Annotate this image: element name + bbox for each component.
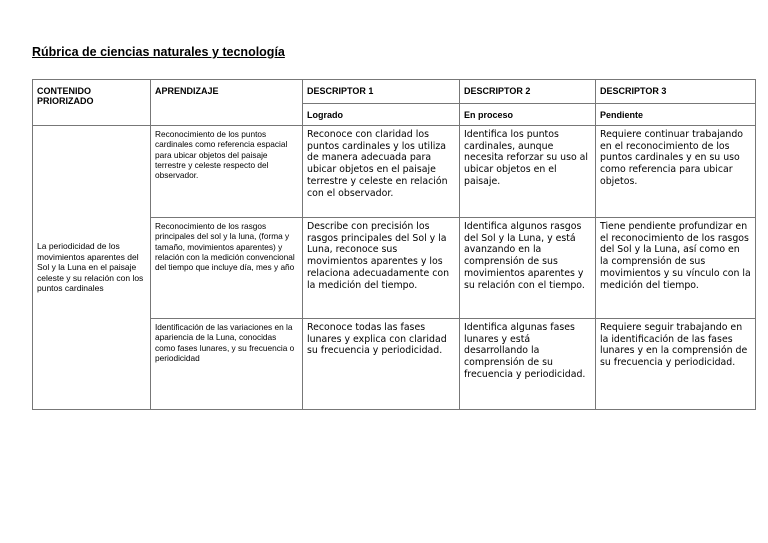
header-aprendizaje: APRENDIZAJE — [151, 80, 303, 126]
header-descriptor-3: DESCRIPTOR 3 — [596, 80, 756, 104]
descriptor-pendiente-cell: Requiere continuar trabajando en el reconocimiento de los puntos cardinales y en su uso como referencia para ubicar objetos. — [596, 126, 756, 218]
aprendizaje-cell: Identificación de las variaciones en la apariencia de la Luna, conocidas como fases lunares, y su frecuencia o periodicidad — [151, 319, 303, 410]
descriptor-en-proceso-cell: Identifica algunos rasgos del Sol y la Luna, y está avanzando en la comprensión de sus movimientos aparentes y su relación con el tiempo. — [460, 218, 596, 319]
level-en-proceso: En proceso — [460, 104, 596, 126]
descriptor-en-proceso-cell: Identifica los puntos cardinales, aunque necesita reforzar su uso al ubicar objetos en el paisaje. — [460, 126, 596, 218]
descriptor-logrado-cell: Reconoce todas las fases lunares y explica con claridad su frecuencia y periodicidad. — [303, 319, 460, 410]
rubric-table — [32, 79, 756, 410]
header-row — [33, 80, 756, 104]
descriptor-logrado-cell: Describe con precisión los rasgos principales del Sol y la Luna, reconoce sus movimientos aparentes y los relaciona adecuadamente con la medición del tiempo. — [303, 218, 460, 319]
descriptor-logrado-cell: Reconoce con claridad los puntos cardinales y los utiliza de manera adecuada para ubicar objetos en el paisaje terrestre y celeste en relación con el observador. — [303, 126, 460, 218]
header-descriptor-2: DESCRIPTOR 2 — [460, 80, 596, 104]
descriptor-pendiente-cell: Tiene pendiente profundizar en el reconocimiento de los rasgos del Sol y la Luna, así como en la comprensión de sus movimientos y su vínculo con la medición del tiempo. — [596, 218, 756, 319]
descriptor-pendiente-cell: Requiere seguir trabajando en la identificación de las fases lunares y en la comprensión de su frecuencia y periodicidad. — [596, 319, 756, 410]
header-descriptor-1: DESCRIPTOR 1 — [303, 80, 460, 104]
table-row — [33, 126, 756, 218]
document-title: Rúbrica de ciencias naturales y tecnología — [32, 45, 285, 59]
level-pendiente: Pendiente — [596, 104, 756, 126]
contenido-priorizado-cell: La periodicidad de los movimientos aparentes del Sol y la Luna en el paisaje celeste y su relación con los puntos cardinales — [33, 126, 151, 410]
header-contenido: CONTENIDO PRIORIZADO — [33, 80, 151, 126]
aprendizaje-cell: Reconocimiento de los rasgos principales del sol y la luna, (forma y tamaño, movimientos aparentes) y relación con la medición convencional del tiempo que incluye día, mes y año — [151, 218, 303, 319]
aprendizaje-cell: Reconocimiento de los puntos cardinales como referencia espacial para ubicar objetos del paisaje terrestre y celeste respecto del observador. — [151, 126, 303, 218]
descriptor-en-proceso-cell: Identifica algunas fases lunares y está desarrollando la comprensión de su frecuencia y periodicidad. — [460, 319, 596, 410]
level-logrado: Logrado — [303, 104, 460, 126]
